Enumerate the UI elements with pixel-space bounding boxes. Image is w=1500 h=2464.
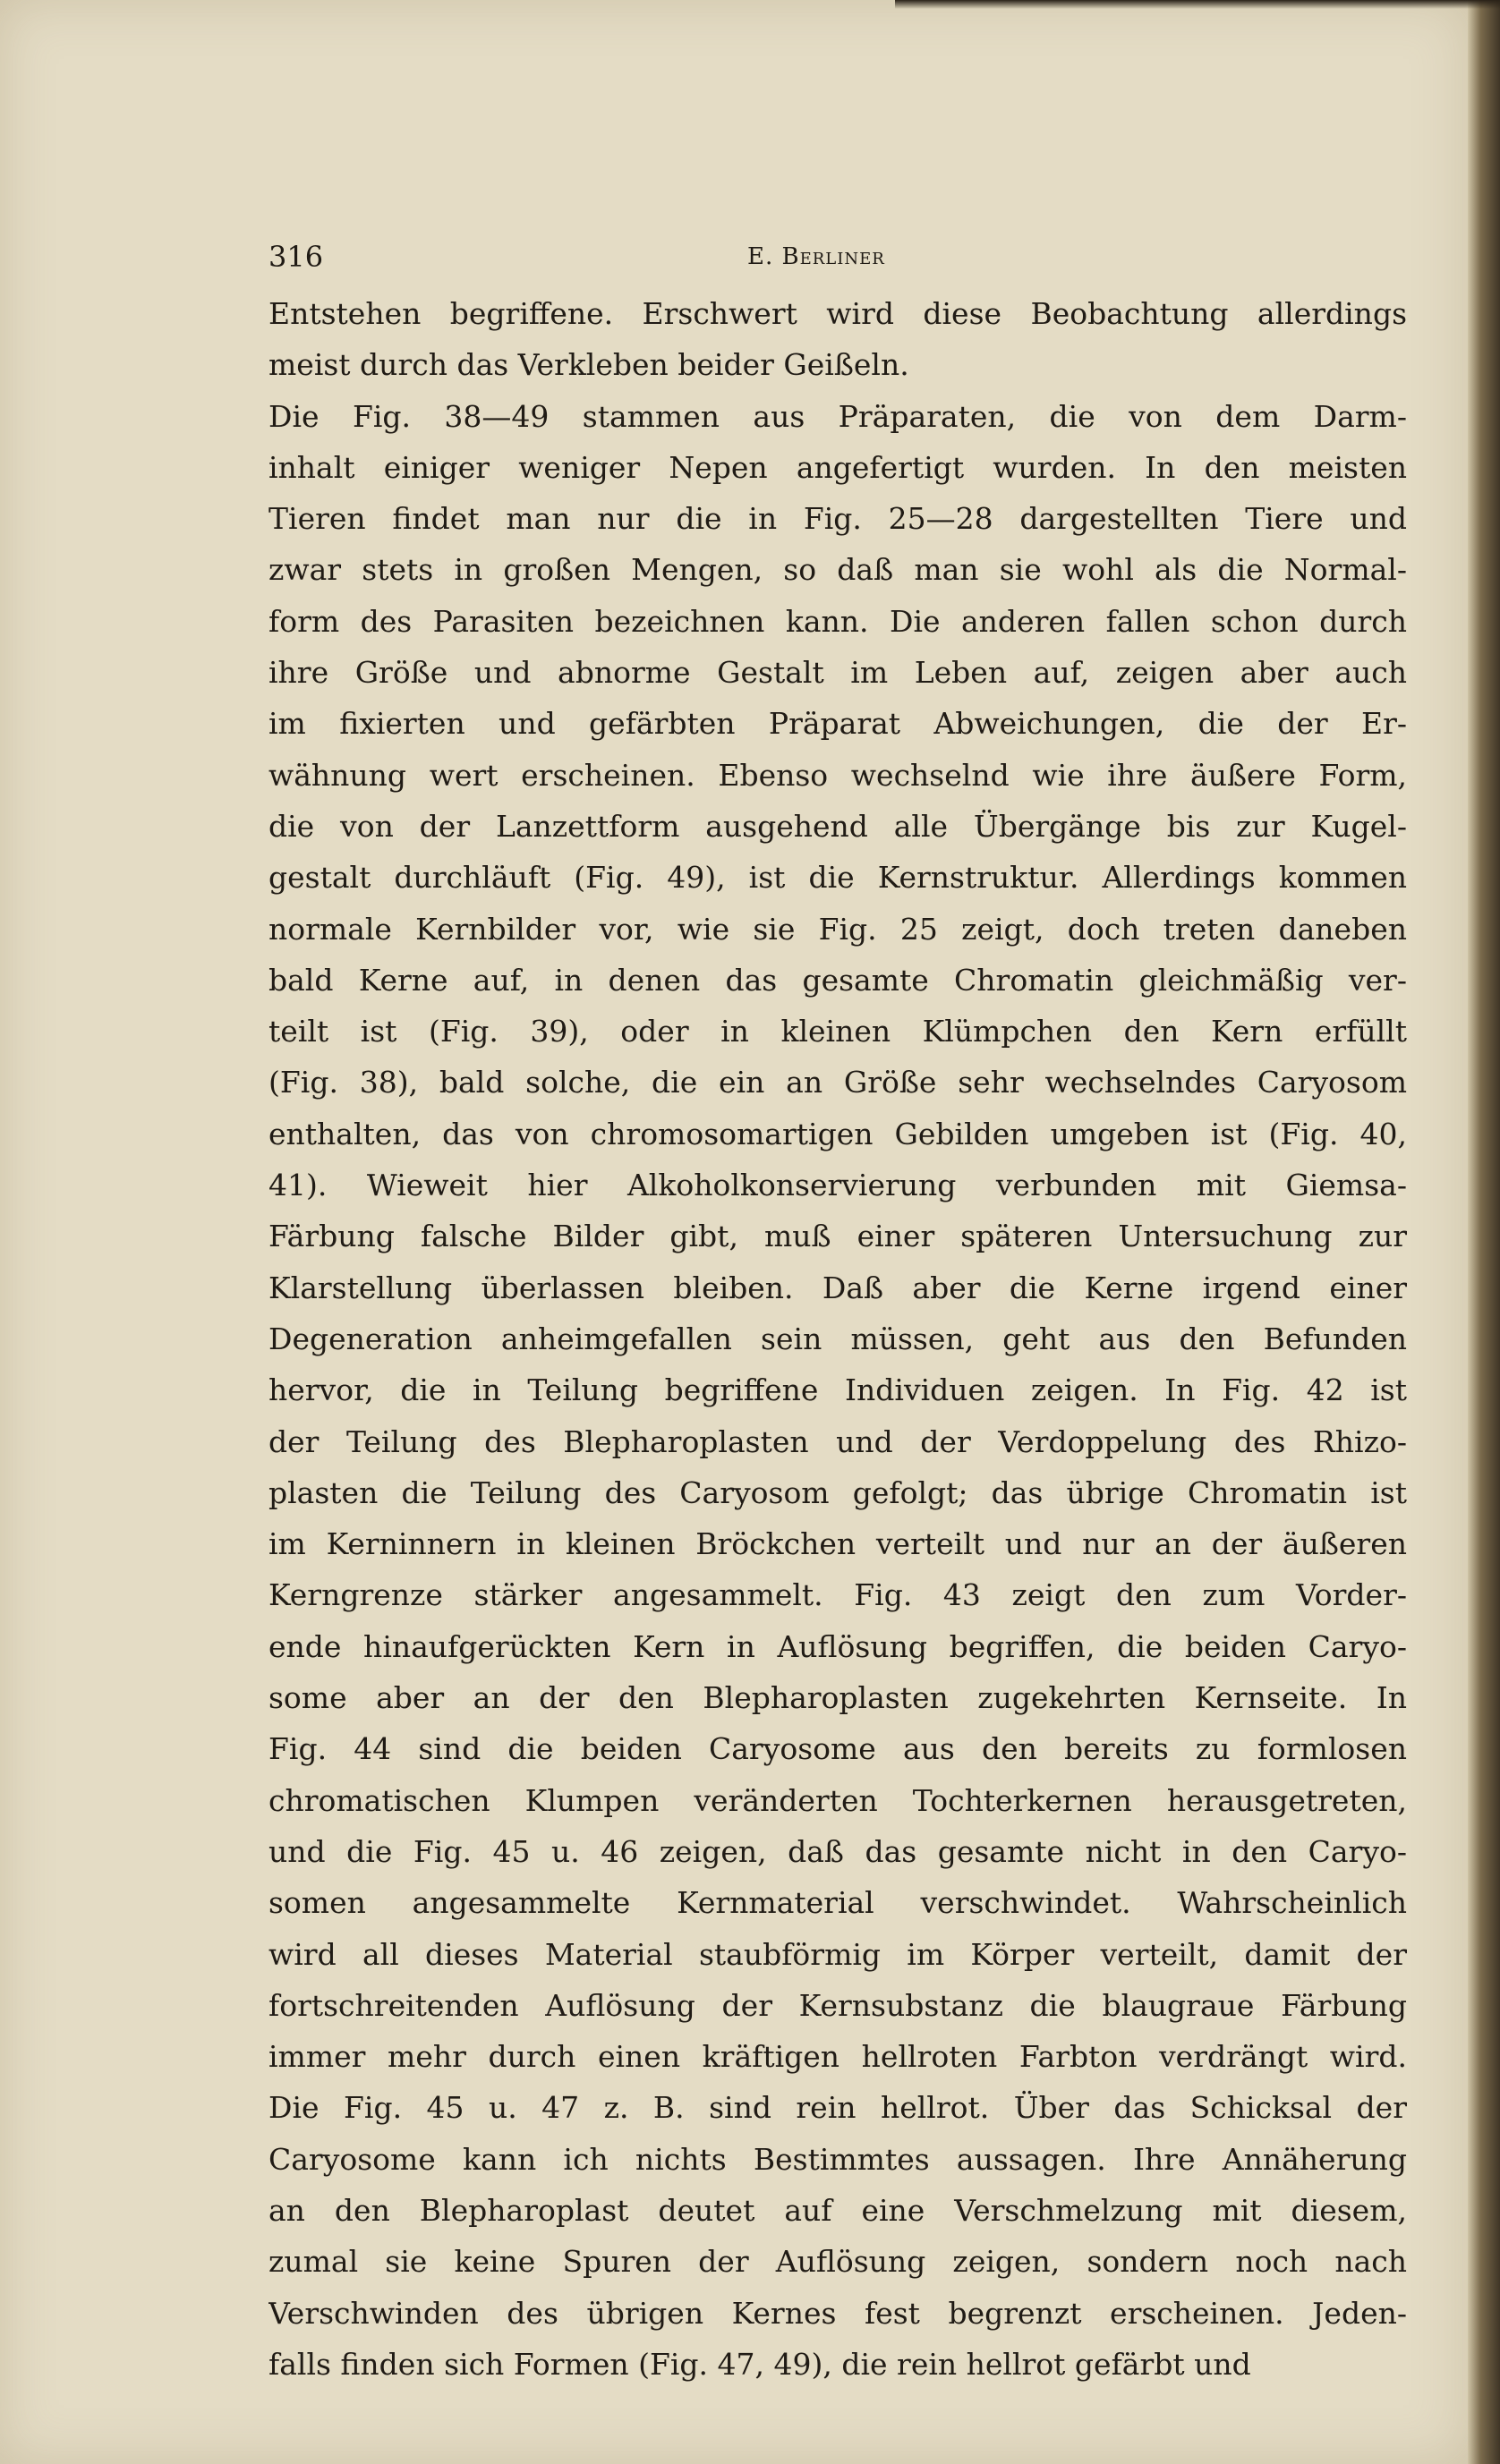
- text-line: die von der Lanzettform ausgehend alle Übergänge bis zur Kugel-: [268, 808, 1407, 844]
- page-top-shadow: [895, 0, 1500, 9]
- page-edge-shadow: [1468, 0, 1500, 2464]
- text-line: form des Parasiten bezeichnen kann. Die anderen fallen schon durch: [268, 603, 1407, 639]
- text-line: der Teilung des Blepharoplasten und der Verdoppelung des Rhizo-: [268, 1423, 1407, 1459]
- text-line: wähnung wert erscheinen. Ebenso wechselnd wie ihre äußere Form,: [268, 757, 1407, 793]
- text-line: meist durch das Verkleben beider Geißeln.: [268, 347, 909, 383]
- text-line: hervor, die in Teilung begriffene Individuen zeigen. In Fig. 42 ist: [268, 1372, 1407, 1408]
- text-line: chromatischen Klumpen veränderten Tochterkernen herausgetreten,: [268, 1782, 1407, 1818]
- text-line: Tieren findet man nur die in Fig. 25—28 dargestellten Tiere und: [268, 501, 1407, 537]
- text-line: normale Kernbilder vor, wie sie Fig. 25 zeigt, doch treten daneben: [268, 911, 1407, 947]
- text-line: Klarstellung überlassen bleiben. Daß aber die Kerne irgend einer: [268, 1270, 1407, 1305]
- text-line: (Fig. 38), bald solche, die ein an Größe sehr wechselndes Caryosom: [268, 1065, 1407, 1100]
- text-line: bald Kerne auf, in denen das gesamte Chromatin gleichmäßig ver-: [268, 962, 1407, 998]
- page-header: [268, 240, 1411, 279]
- text-line: Die Fig. 38—49 stammen aus Präparaten, die von dem Darm-: [268, 398, 1407, 434]
- text-line: somen angesammelte Kernmaterial verschwindet. Wahrscheinlich: [268, 1885, 1407, 1921]
- text-line: Kerngrenze stärker angesammelt. Fig. 43 zeigt den zum Vorder-: [268, 1577, 1407, 1613]
- text-line: Verschwinden des übrigen Kernes fest begrenzt erscheinen. Jeden-: [268, 2295, 1407, 2331]
- text-line: some aber an der den Blepharoplasten zugekehrten Kernseite. In: [268, 1680, 1407, 1716]
- text-line: plasten die Teilung des Caryosom gefolgt; das übrige Chromatin ist: [268, 1474, 1407, 1510]
- text-line: im fixierten und gefärbten Präparat Abweichungen, die der Er-: [268, 706, 1407, 742]
- text-line: teilt ist (Fig. 39), oder in kleinen Klümpchen den Kern erfüllt: [268, 1014, 1407, 1049]
- text-line: enthalten, das von chromosomartigen Gebilden umgeben ist (Fig. 40,: [268, 1116, 1407, 1151]
- text-line: Fig. 44 sind die beiden Caryosome aus den bereits zu formlosen: [268, 1731, 1407, 1767]
- text-line: zwar stets in großen Mengen, so daß man sie wohl als die Normal-: [268, 552, 1407, 588]
- text-line: fortschreitenden Auflösung der Kernsubstanz die blaugraue Färbung: [268, 1987, 1407, 2023]
- text-line: immer mehr durch einen kräftigen hellroten Farbton verdrängt wird.: [268, 2039, 1407, 2075]
- text-line: gestalt durchläuft (Fig. 49), ist die Kernstruktur. Allerdings kommen: [268, 860, 1407, 896]
- text-line: Degeneration anheimgefallen sein müssen, geht aus den Befunden: [268, 1321, 1407, 1356]
- text-line: zumal sie keine Spuren der Auflösung zeigen, sondern noch nach: [268, 2244, 1407, 2280]
- text-line: falls finden sich Formen (Fig. 47, 49), die rein hellrot gefärbt und: [268, 2346, 1251, 2382]
- text-line: wird all dieses Material staubförmig im Körper verteilt, damit der: [268, 1936, 1407, 1972]
- body-text: [268, 288, 1407, 2390]
- running-head: E. Berliner: [747, 243, 885, 270]
- text-line: Die Fig. 45 u. 47 z. B. sind rein hellrot. Über das Schicksal der: [268, 2090, 1407, 2126]
- text-line: Caryosome kann ich nichts Bestimmtes aussagen. Ihre Annäherung: [268, 2141, 1407, 2177]
- text-line: 41). Wieweit hier Alkoholkonservierung verbunden mit Giemsa-: [268, 1168, 1407, 1203]
- text-line: an den Blepharoplast deutet auf eine Verschmelzung mit diesem,: [268, 2192, 1407, 2228]
- page-number: 316: [268, 240, 324, 274]
- text-line: und die Fig. 45 u. 46 zeigen, daß das gesamte nicht in den Caryo-: [268, 1833, 1407, 1869]
- text-line: inhalt einiger weniger Nepen angefertigt wurden. In den meisten: [268, 449, 1407, 485]
- text-line: ihre Größe und abnorme Gestalt im Leben auf, zeigen aber auch: [268, 655, 1407, 691]
- text-line: ende hinaufgerückten Kern in Auflösung begriffen, die beiden Caryo-: [268, 1628, 1407, 1664]
- text-line: Färbung falsche Bilder gibt, muß einer späteren Untersuchung zur: [268, 1219, 1407, 1254]
- text-line: im Kerninnern in kleinen Bröckchen verteilt und nur an der äußeren: [268, 1526, 1407, 1562]
- text-line: Entstehen begriffene. Erschwert wird diese Beobachtung allerdings: [268, 296, 1407, 331]
